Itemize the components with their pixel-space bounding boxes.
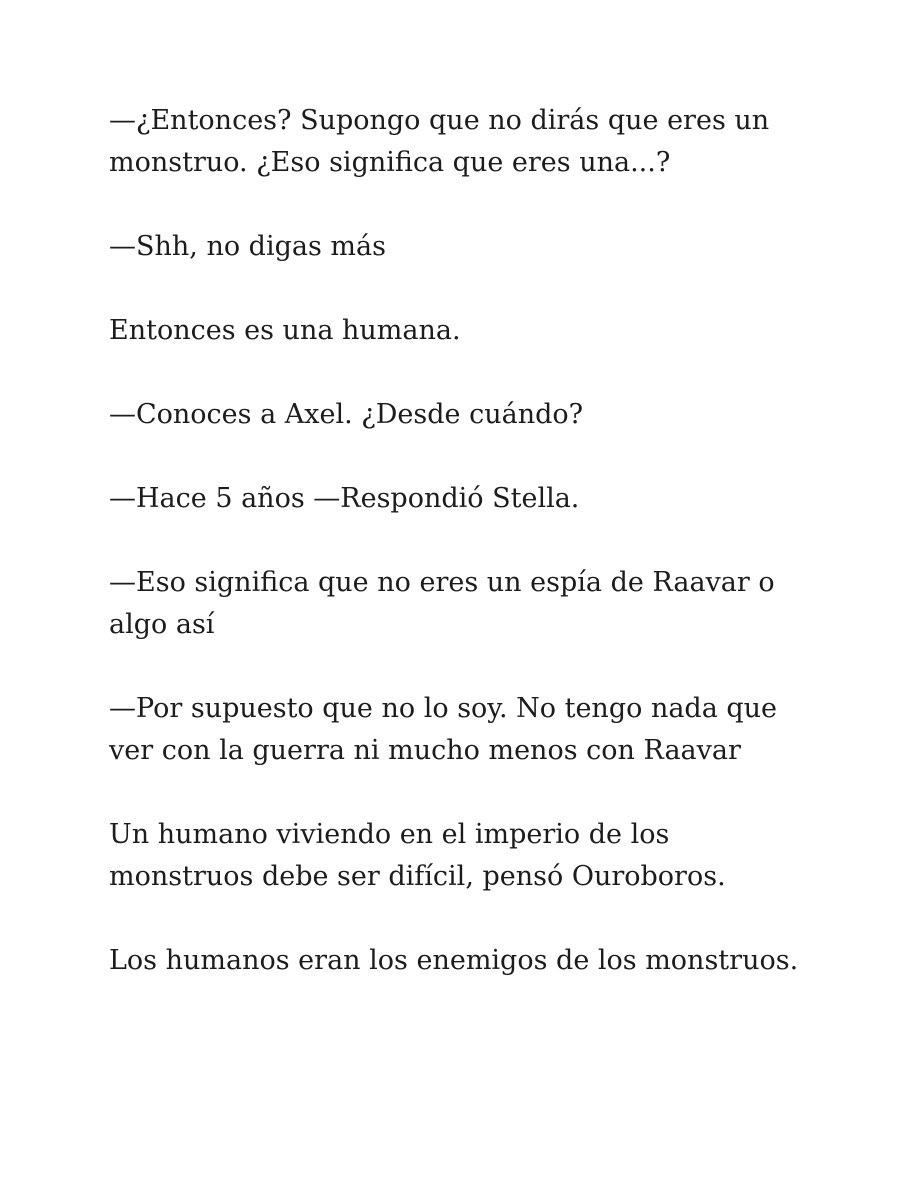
- paragraph-1: —¿Entonces? Supongo que no dirás que eres un monstruo. ¿Eso significa que eres una...?: [109, 105, 770, 178]
- paragraph-4: —Conoces a Axel. ¿Desde cuándo?: [109, 399, 584, 430]
- paragraph-3: Entonces es una humana.: [109, 315, 461, 346]
- paragraph-2: —Shh, no digas más: [109, 231, 386, 262]
- paragraph-5: —Hace 5 años —Respondió Stella.: [109, 483, 580, 514]
- document-body: [109, 100, 809, 1024]
- paragraph-9: Los humanos eran los enemigos de los monstruos.: [109, 945, 799, 976]
- paragraph-7: —Por supuesto que no lo soy. No tengo nada que ver con la guerra ni mucho menos con Raavar: [109, 693, 778, 766]
- paragraph-8: Un humano viviendo en el imperio de los monstruos debe ser difícil, pensó Ouroboros.: [109, 819, 726, 892]
- paragraph-6: —Eso significa que no eres un espía de Raavar o algo así: [109, 567, 775, 640]
